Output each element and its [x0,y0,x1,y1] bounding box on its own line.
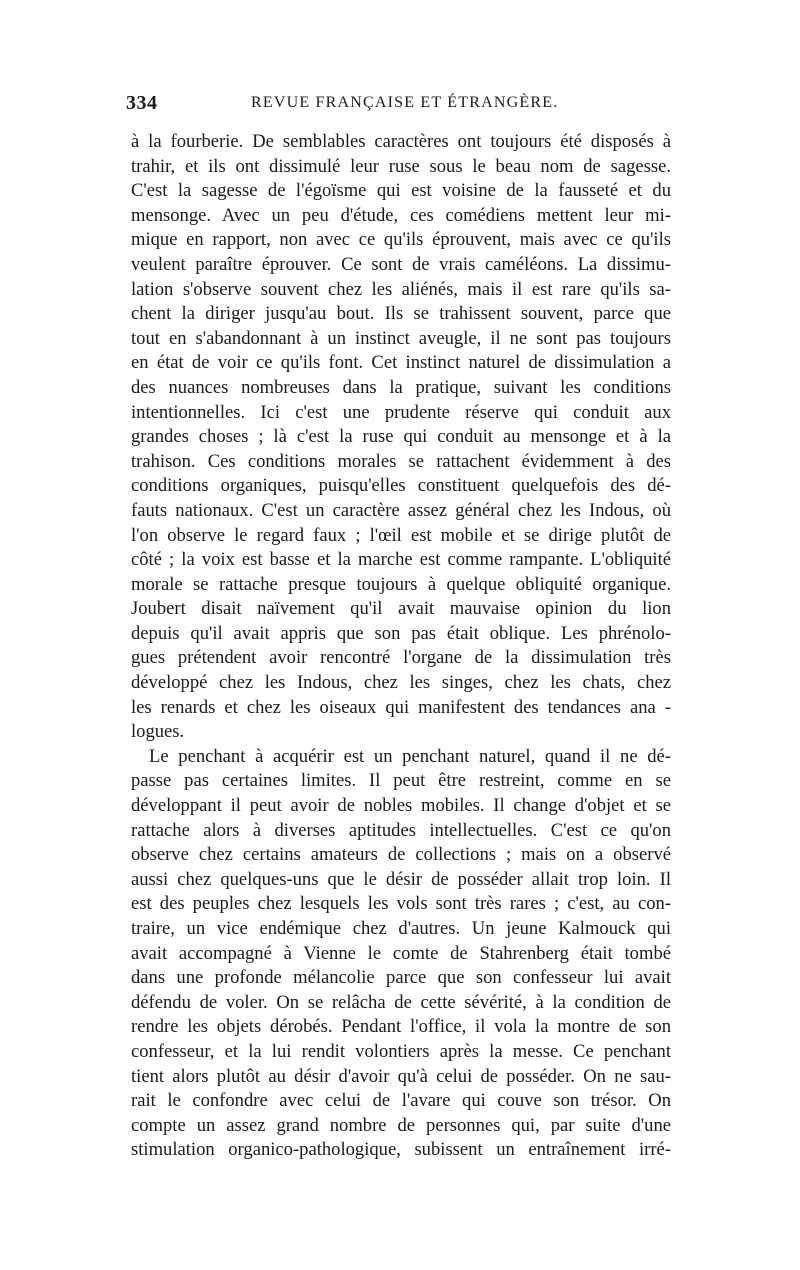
text-line: tout en s'abandonnant à un instinct aveugle, il ne sont pas toujours [131,327,671,349]
text-line: développant il peut avoir de nobles mobiles. Il change d'objet et se [131,795,671,817]
text-line: veulent paraître éprouver. Ce sont de vrais caméléons. La dissimu- [131,253,671,275]
text-line: trahir, et ils ont dissimulé leur ruse sous le beau nom de sagesse. [131,155,671,177]
text-line: chent la diriger jusqu'au bout. Ils se trahissent souvent, parce que [131,303,671,325]
text-line: gues prétendent avoir rencontré l'organe de la dissimulation très [131,647,671,669]
text-line: morale se rattache presque toujours à quelque obliquité organique. [131,573,671,595]
text-line: en état de voir ce qu'ils font. Cet instinct naturel de dissimulation a [131,352,671,374]
text-line: l'on observe le regard faux ; l'œil est mobile et se dirige plutôt de [131,524,671,546]
text-line: défendu de voler. On se relâcha de cette sévérité, à la condition de [131,991,671,1013]
text-line: depuis qu'il avait appris que son pas était oblique. Les phrénolo- [131,622,671,644]
text-line: côté ; la voix est basse et la marche est comme rampante. L'obliquité [131,549,671,571]
text-line: des nuances nombreuses dans la pratique, suivant les conditions [131,376,671,398]
text-line: C'est la sagesse de l'égoïsme qui est voisine de la fausseté et du [131,180,671,202]
body-text [131,130,671,1163]
text-line: rendre les objets dérobés. Pendant l'office, il vola la montre de son [131,1016,671,1038]
text-line: stimulation organico-pathologique, subissent un entraînement irré- [131,1139,671,1161]
text-line: trahison. Ces conditions morales se rattachent évidemment à des [131,450,671,472]
text-line: confesseur, et la lui rendit volontiers après la messe. Ce penchant [131,1040,671,1062]
running-title: REVUE FRANÇAISE ET ÉTRANGÈRE. [251,94,559,111]
text-line: intentionnelles. Ici c'est une prudente réserve qui conduit aux [131,401,671,423]
page-number: 334 [126,92,158,114]
paragraph-end-line: logues. [131,721,185,743]
text-line: fauts nationaux. C'est un caractère assez général chez les Indous, où [131,499,671,521]
text-line: aussi chez quelques-uns que le désir de posséder allait trop loin. Il [131,868,671,890]
text-line: lation s'observe souvent chez les aliénés, mais il est rare qu'ils sa- [131,278,671,300]
text-line: tient alors plutôt au désir d'avoir qu'à celui de posséder. On ne sau- [131,1065,671,1087]
text-line: mensonge. Avec un peu d'étude, ces comédiens mettent leur mi- [131,204,671,226]
text-line: Joubert disait naïvement qu'il avait mauvaise opinion du lion [131,598,671,620]
text-line: les renards et chez les oiseaux qui manifestent des tendances ana - [131,696,671,718]
text-line: est des peuples chez lesquels les vols sont très rares ; c'est, au con- [131,893,671,915]
text-line: rait le confondre avec celui de l'avare qui couve son trésor. On [131,1090,671,1112]
text-line: traire, un vice endémique chez d'autres. Un jeune Kalmouck qui [131,918,671,939]
text-line: dans une profonde mélancolie parce que son confesseur lui avait [131,967,671,989]
text-line: conditions organiques, puisqu'elles constituent quelquefois des dé- [131,475,671,497]
text-line: observe chez certains amateurs de collections ; mais on a observé [131,844,671,866]
text-line: passe pas certaines limites. Il peut être restreint, comme en se [131,770,671,792]
text-line: avait accompagné à Vienne le comte de Stahrenberg était tombé [131,942,671,964]
paragraph-start-line: Le penchant à acquérir est un penchant naturel, quand il ne dé- [149,745,671,767]
text-line: grandes choses ; là c'est la ruse qui conduit au mensonge et à la [131,426,671,448]
text-line: compte un assez grand nombre de personnes qui, par suite d'une [131,1114,671,1136]
text-line: mique en rapport, non avec ce qu'ils éprouvent, mais avec ce qu'ils [131,229,671,251]
text-line: à la fourberie. De semblables caractères ont toujours été disposés à [131,131,671,152]
text-line: développé chez les Indous, chez les singes, chez les chats, chez [131,672,671,694]
page-header [126,92,686,118]
text-line: rattache alors à diverses aptitudes intellectuelles. C'est ce qu'on [131,819,671,841]
